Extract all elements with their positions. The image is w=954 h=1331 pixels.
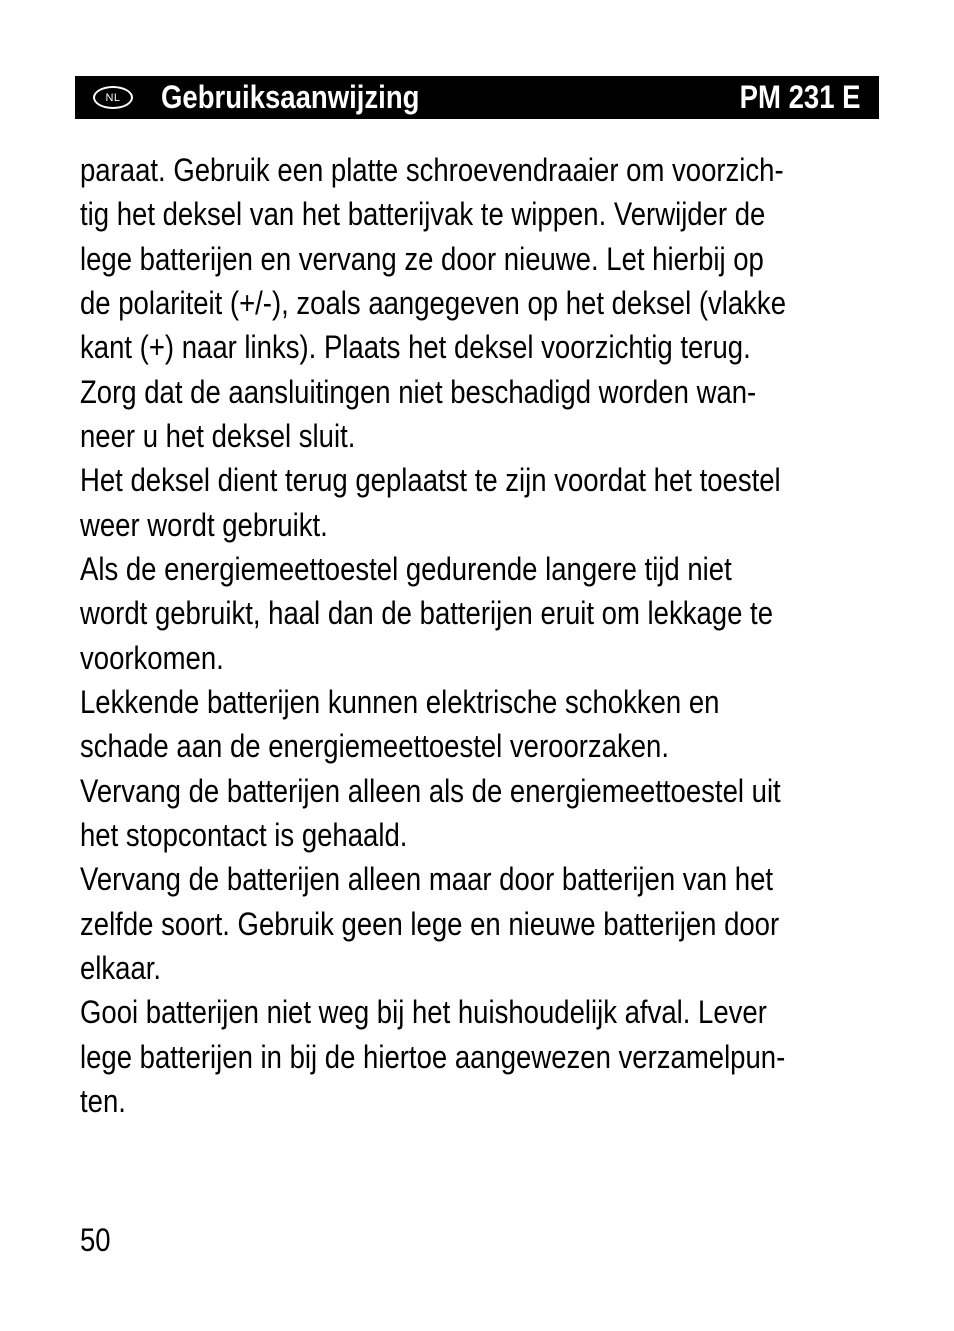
text-line: weer wordt gebruikt. (80, 506, 328, 543)
text-line: wordt gebruikt, haal dan de batterijen eruit om lekkage te (80, 595, 773, 632)
text-line: de polariteit (+/-), zoals aangegeven op het deksel (vlakke (80, 284, 786, 321)
text-line: Gooi batterijen niet weg bij het huishoudelijk afval. Lever (80, 994, 767, 1031)
text-line: Het deksel dient terug geplaatst te zijn voordat het toestel (80, 462, 781, 499)
text-line: schade aan de energiemeettoestel veroorzaken. (80, 728, 670, 765)
text-line: paraat. Gebruik een platte schroevendraaier om voorzich- (80, 152, 784, 188)
text-line: tig het deksel van het batterijvak te wippen. Verwijder de (80, 196, 766, 233)
text-line: lege batterijen in bij de hiertoe aangewezen verzamelpun- (80, 1038, 786, 1075)
text-line: het stopcontact is gehaald. (80, 816, 408, 853)
text-line: Zorg dat de aansluitingen niet beschadigd worden wan- (80, 373, 757, 410)
header-bar (75, 76, 879, 119)
text-line: kant (+) naar links). Plaats het deksel voorzichtig terug. (80, 329, 751, 366)
text-line: lege batterijen en vervang ze door nieuwe. Let hierbij op (80, 240, 764, 277)
text-line: Vervang de batterijen alleen als de energiemeettoestel uit (80, 772, 781, 809)
model-number: PM 231 E (740, 79, 861, 115)
body-text (80, 148, 880, 1123)
language-badge: NL (93, 86, 133, 109)
text-line: ten. (80, 1082, 126, 1119)
page-title: Gebruiksaanwijzing (161, 79, 420, 115)
text-line: Lekkende batterijen kunnen elektrische schokken en (80, 683, 720, 720)
text-line: elkaar. (80, 949, 162, 986)
text-line: Als de energiemeettoestel gedurende langere tijd niet (80, 550, 732, 587)
page-number: 50 (80, 1222, 111, 1258)
text-line: neer u het deksel sluit. (80, 417, 356, 454)
text-line: voorkomen. (80, 639, 224, 676)
text-line: Vervang de batterijen alleen maar door batterijen van het (80, 861, 774, 898)
text-line: zelfde soort. Gebruik geen lege en nieuwe batterijen door (80, 905, 780, 942)
